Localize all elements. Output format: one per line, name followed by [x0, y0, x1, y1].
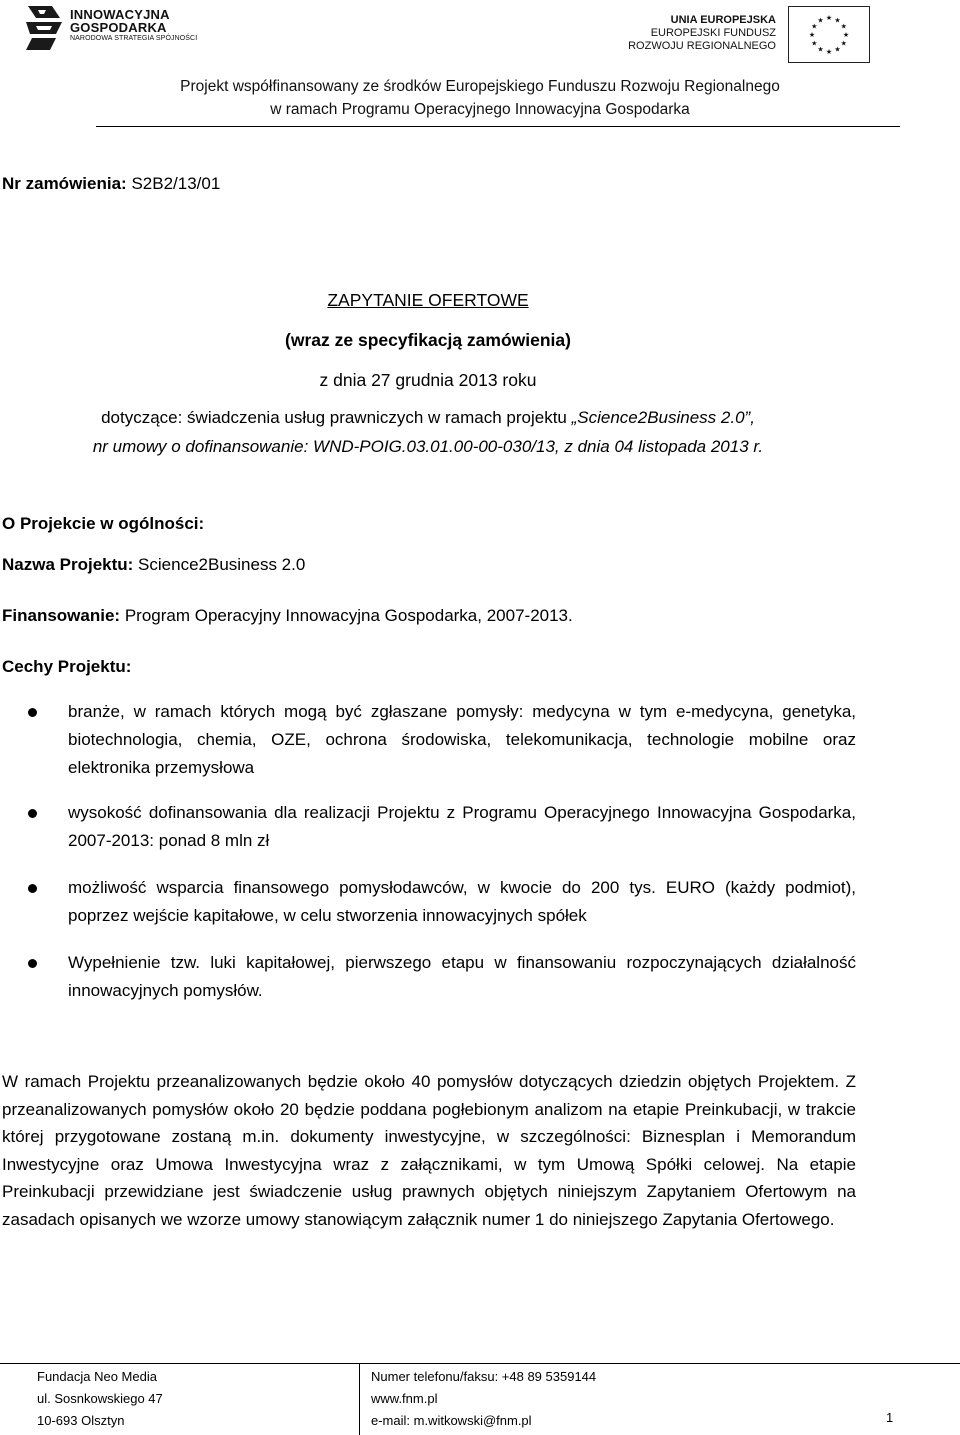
feature-bullet-4: Wypełnienie tzw. luki kapitałowej, pierwszego etapu w finansowaniu rozpoczynających działalność innowacyjnych pomysłów. — [68, 953, 856, 1000]
ig-logo-line1: INNOWACYJNA — [70, 7, 170, 22]
eu-logo-line3: ROZWOJU REGIONALNEGO — [628, 40, 776, 52]
header-divider — [96, 126, 900, 127]
project-cofinancing-line2: w ramach Programu Operacyjnego Innowacyjna Gospodarka — [270, 101, 690, 118]
project-description: W ramach Projektu przeanalizowanych będzie około 40 pomysłów dotyczących dziedzin objętych Projektem. Z przeanalizowanych pomysłów około 20 będzie poddana pogłebionym analizom na etapie Preinkubacji, w trakcie której przygotowane zostaną m.in. dokumenty inwestycyjne, w szczególności: Biznesplan i Memorandum Inwestycyjne oraz Umowa Inwestycyjna wraz z załącznikami, w tym Umową Spółki celowej. Na etapie Preinkubacji przewidziane jest świadczenie usług prawnych objętych niniejszym Zapytaniem Ofertowym na zasadach opisanych we wzorze umowy stanowiącym załącznik numer 1 do niniejszego Zapytania Ofertowego. — [2, 1072, 856, 1229]
footer-street: ul. Sosnkowskiego 47 — [37, 1391, 163, 1406]
eu-star-icon: ★ — [834, 16, 841, 25]
document-subtitle: (wraz ze specyfikacją zamówienia) — [285, 330, 571, 350]
eu-star-icon: ★ — [817, 45, 824, 54]
bullet-dot — [28, 959, 37, 968]
feature-bullet-3: możliwość wsparcia finansowego pomysłodawców, w kwocie do 200 tys. EURO (każdy podmiot), poprzez wejście kapitałowe, w celu stworzenia innowacyjnych spółek — [68, 878, 856, 925]
contract-number — [0, 437, 856, 457]
footer-org: Fundacja Neo Media — [37, 1369, 157, 1384]
footer-email-link[interactable]: e-mail: m.witkowski@fnm.pl — [371, 1413, 532, 1428]
page-number: 1 — [886, 1410, 894, 1425]
funding-value: Program Operacyjny Innowacyjna Gospodarka, 2007-2013. — [124, 606, 573, 625]
ig-logo-line2: GOSPODARKA — [70, 20, 167, 35]
eu-star-icon: ★ — [840, 39, 847, 48]
eu-star-icon: ★ — [808, 31, 816, 39]
feature-bullet-1: branże, w ramach których mogą być zgłaszane pomysły: medycyna w tym e-medycyna, genetyka, biotechnologia, chemia, OZE, ochrona środowiska, telekomunikacja, technologie mobilne oraz elektronika przemysłowa — [68, 702, 856, 777]
eu-logo-text — [628, 14, 776, 53]
contract-number-text: nr umowy o dofinansowanie: WND-POIG.03.01.00-00-030/13, z dnia 04 listopada 2013 r. — [92, 437, 764, 456]
eu-star-icon: ★ — [842, 31, 850, 39]
footer-phone: Numer telefonu/faksu: +48 89 5359144 — [371, 1369, 597, 1384]
project-name-value: Science2Business 2.0 — [138, 555, 306, 574]
footer-address — [37, 1366, 163, 1432]
footer-contact — [371, 1366, 596, 1432]
document-title: ZAPYTANIE OFERTOWE — [327, 290, 529, 310]
project-cofinancing-line1: Projekt współfinansowany ze środków Europejskiego Funduszu Rozwoju Regionalnego — [180, 78, 780, 95]
eu-star-icon: ★ — [834, 45, 841, 54]
project-name-row — [2, 555, 305, 575]
eu-star-icon: ★ — [817, 16, 824, 25]
footer-website-link[interactable]: www.fnm.pl — [371, 1391, 438, 1406]
general-heading: O Projekcie w ogólności: — [2, 514, 205, 533]
eu-star-icon: ★ — [825, 14, 833, 22]
document-subject — [0, 408, 856, 428]
eu-star-icon: ★ — [840, 22, 847, 31]
bullet-dot — [28, 884, 37, 893]
eu-logo-line2: EUROPEJSKI FUNDUSZ — [650, 27, 776, 39]
eu-star-icon: ★ — [811, 39, 818, 48]
bullet-dot — [28, 708, 37, 717]
footer-divider — [0, 1363, 960, 1364]
footer-city: 10-693 Olsztyn — [37, 1413, 125, 1428]
eu-star-icon: ★ — [825, 48, 833, 56]
funding-row — [2, 606, 573, 626]
subject-prefix: dotyczące: świadczenia usług prawniczych w ramach projektu — [101, 408, 572, 427]
ig-logo-line3: NARODOWA STRATEGIA SPÓJNOŚCI — [70, 35, 198, 42]
order-number-value: S2B2/13/01 — [131, 174, 221, 193]
innowacyjna-gospodarka-logo — [22, 2, 262, 54]
ig-emblem-icon — [22, 2, 66, 54]
subject-project-name: „Science2Business 2.0”, — [571, 408, 755, 427]
eu-flag-icon — [788, 6, 870, 63]
feature-bullet-2: wysokość dofinansowania dla realizacji Projektu z Programu Operacyjnego Innowacyjna Gospodarka, 2007-2013: ponad 8 mln zł — [68, 803, 856, 850]
funding-label: Finansowanie: — [2, 606, 121, 625]
footer-column-divider — [359, 1363, 360, 1435]
order-number-label: Nr zamówienia: — [2, 174, 127, 193]
eu-logo-line1: UNIA EUROPEJSKA — [670, 14, 776, 26]
order-number — [2, 174, 220, 194]
eu-star-icon: ★ — [811, 22, 818, 31]
bullet-dot — [28, 809, 37, 818]
project-name-label: Nazwa Projektu: — [2, 555, 134, 574]
features-heading: Cechy Projektu: — [2, 657, 132, 676]
document-date: z dnia 27 grudnia 2013 roku — [319, 370, 537, 390]
